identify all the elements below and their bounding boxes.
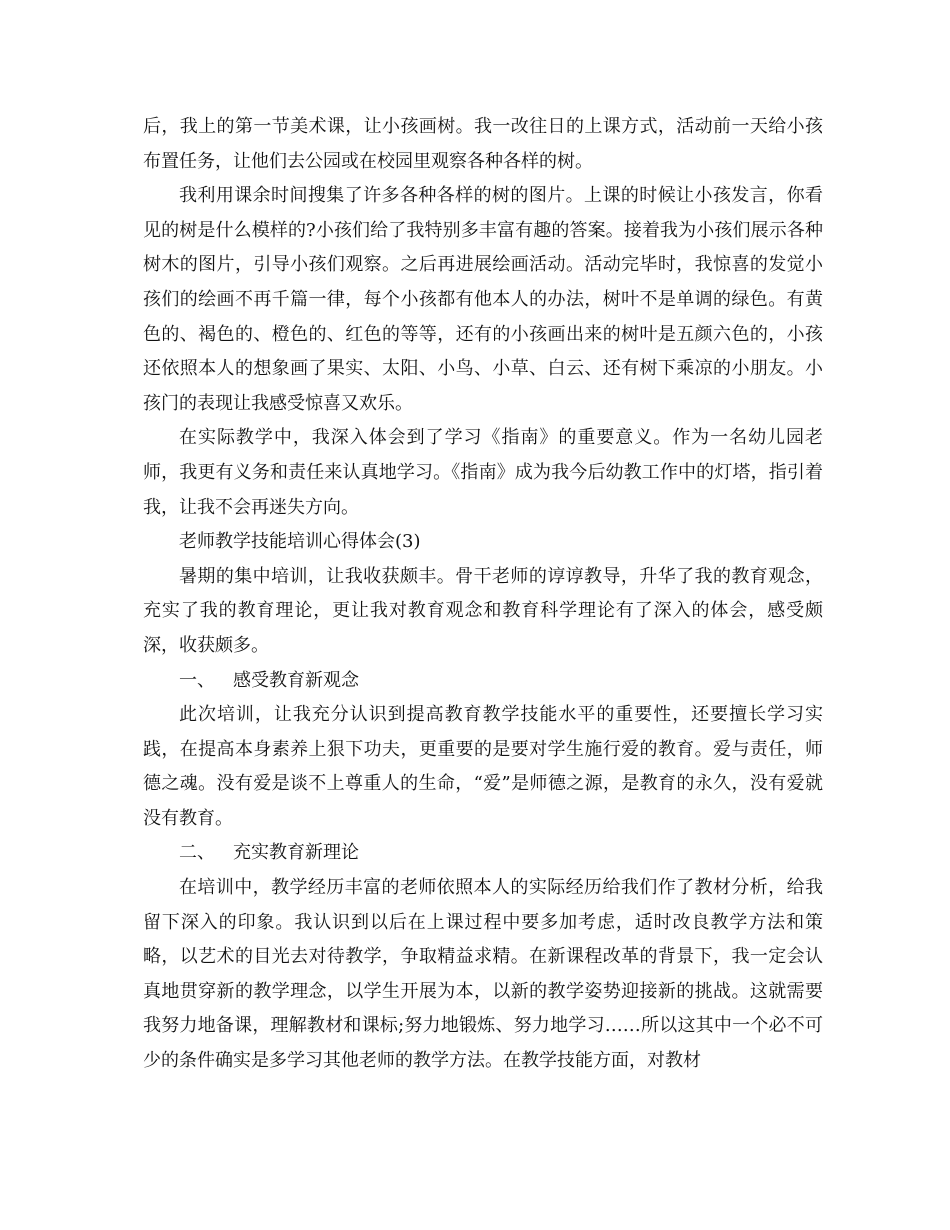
paragraph-guide-meaning: 在实际教学中，我深入体会到了学习《指南》的重要意义。作为一名幼儿园老师，我更有义务和责任来认真地学习。《指南》成为我今后幼教工作中的灯塔，指引着我，让我不会再迷失方向。 bbox=[143, 427, 823, 518]
paragraph-summer-training: 暑期的集中培训，让我收获颇丰。骨干老师的谆谆教导，升华了我的教育观念，充实了我的教育理论，更让我对教育观念和教育科学理论有了深入的体会，感受颇深，收获颇多。 bbox=[143, 565, 823, 656]
section-heading-2 bbox=[143, 836, 823, 871]
section-title-1: 感受教育新观念 bbox=[233, 669, 359, 691]
paragraph-continued: 后，我上的第一节美术课，让小孩画树。我一改往日的上课方式，活动前一天给小孩布置任务，让他们去公园或在校园里观察各种各样的树。 bbox=[143, 116, 823, 172]
section-number-2: 二、 bbox=[179, 842, 215, 864]
article-title: 老师教学技能培训心得体会(3) bbox=[179, 531, 421, 553]
document-body bbox=[143, 110, 823, 1079]
paragraph-section-1: 此次培训，让我充分认识到提高教育教学技能水平的重要性，还要擅长学习实践，在提高本身素养上狠下功夫，更重要的是要对学生施行爱的教育。爱与责任，师德之魂。没有爱是谈不上尊重人的生命，“爱”是师德之源，是教育的永久，没有爱就没有教育。 bbox=[143, 704, 823, 829]
paragraph-section-2: 在培训中，教学经历丰富的老师依照本人的实际经历给我们作了教材分析，给我留下深入的印象。我认识到以后在上课过程中要多加考虑，适时改良教学方法和策略，以艺术的目光去对待教学，争取精益求精。在新课程改革的背景下，我一定会认真地贯穿新的教学理念，以学生开展为本，以新的教学姿势迎接新的挑战。这就需要我努力地备课，理解教材和课标;努力地锻炼、努力地学习……所以这其中一个必不可少的条件确实是多学习其他老师的教学方法。在教学技能方面，对教材 bbox=[143, 877, 823, 1072]
paragraph-tree-drawing: 我利用课余时间搜集了许多各种各样的树的图片。上课的时候让小孩发言，你看见的树是什么模样的?小孩们给了我特别多丰富有趣的答案。接着我为小孩们展示各种树木的图片，引导小孩们观察。之后再进展绘画活动。活动完毕时，我惊喜的发觉小孩们的绘画不再千篇一律，每个小孩都有他本人的办法，树叶不是单调的绿色。有黄色的、褐色的、橙色的、红色的等等，还有的小孩画出来的树叶是五颜六色的，小孩还依照本人的想象画了果实、太阳、小鸟、小草、白云、还有树下乘凉的小朋友。小孩门的表现让我感受惊喜又欢乐。 bbox=[143, 185, 823, 414]
section-number-1: 一、 bbox=[179, 669, 215, 691]
section-heading-1 bbox=[143, 664, 823, 699]
section-title-2: 充实教育新理论 bbox=[233, 842, 359, 864]
